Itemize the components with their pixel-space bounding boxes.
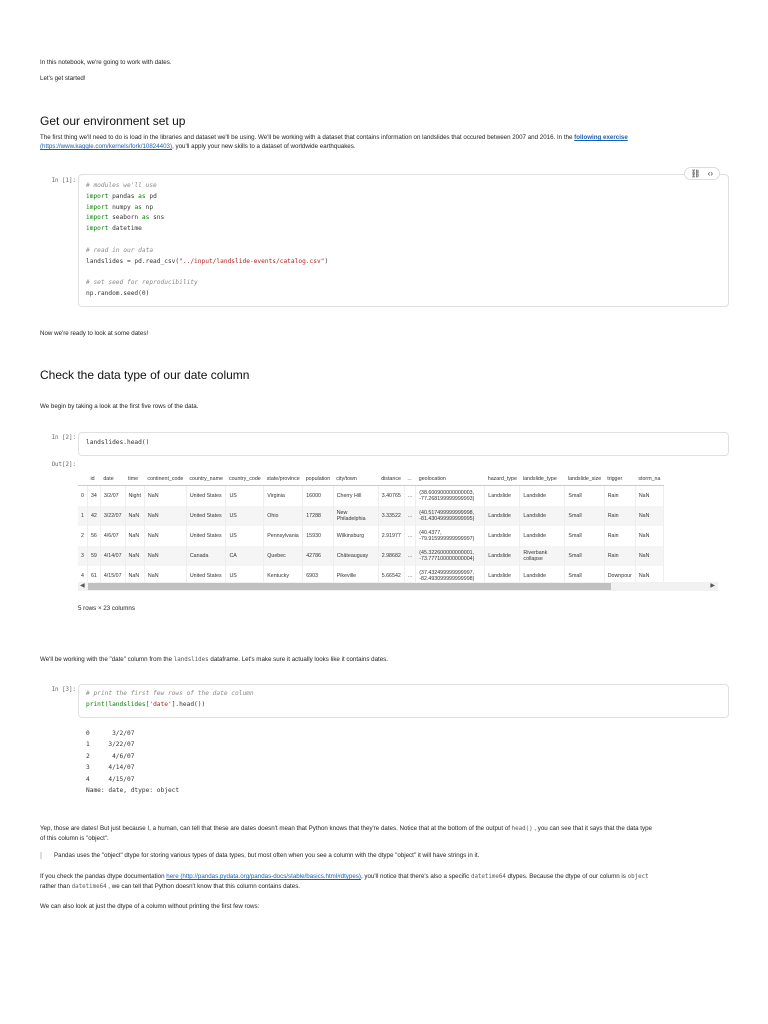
dataframe-output <box>78 472 718 592</box>
table-cell: 4 <box>78 566 87 586</box>
table-cell: 42786 <box>303 546 333 566</box>
dates-explanation <box>40 824 730 843</box>
code-text: np <box>141 203 154 211</box>
dataframe-table <box>78 472 664 586</box>
table-cell: Landslide <box>485 566 520 586</box>
table-cell: Canada <box>186 546 226 566</box>
table-header-cell: population <box>303 472 333 486</box>
table-cell: 1 <box>78 506 87 526</box>
table-cell: US <box>226 566 264 586</box>
table-header-cell: id <box>87 472 100 486</box>
table-row <box>78 506 663 526</box>
table-header-cell: distance <box>378 472 404 486</box>
table-cell: Small <box>565 506 604 526</box>
table-row <box>78 526 663 546</box>
table-cell: Kentucky <box>264 566 303 586</box>
table-cell: Landslide <box>485 506 520 526</box>
code-keyword: as <box>138 192 146 200</box>
table-cell: 3/22/07 <box>100 506 125 526</box>
table-cell: ... <box>404 506 415 526</box>
table-cell: (40.517499999999998, -81.430499999999995) <box>416 506 485 526</box>
table-cell: Rain <box>604 546 635 566</box>
code-text: pandas <box>108 192 139 200</box>
section-heading-datatype: Check the data type of our date column <box>40 368 250 382</box>
table-cell: US <box>226 526 264 546</box>
inline-code-datetime64: datetime64 <box>470 874 506 880</box>
table-cell: Rain <box>604 506 635 526</box>
table-header-cell: country_code <box>226 472 264 486</box>
table-cell: Rain <box>604 526 635 546</box>
dtype-text-a: If you check the pandas dtype documentation <box>40 873 167 880</box>
table-header-cell: trigger <box>604 472 635 486</box>
table-cell: Pennsylvania <box>264 526 303 546</box>
table-cell: 6903 <box>303 566 333 586</box>
table-cell: NaN <box>144 566 186 586</box>
dtype-text-c: dtypes. Because the dtype of our column is <box>505 873 628 880</box>
table-cell: 4/15/07 <box>100 566 125 586</box>
table-cell: (40.4377, -79.915999999999997) <box>416 526 485 546</box>
cell-2-prompt: In [2]: <box>51 435 76 441</box>
table-cell: 4/6/07 <box>100 526 125 546</box>
code-cell-2[interactable] <box>78 432 729 456</box>
cell-toolbar <box>684 167 720 180</box>
table-cell: ... <box>404 486 415 507</box>
table-cell: Landslide <box>520 526 565 546</box>
table-cell: US <box>226 506 264 526</box>
code-keyword: as <box>141 214 150 222</box>
table-header-cell: landslide_type <box>520 472 565 486</box>
table-cell: 16000 <box>303 486 333 507</box>
table-cell: US <box>226 486 264 507</box>
code-text: seaborn <box>108 214 142 222</box>
table-header-cell: landslide_size <box>565 472 604 486</box>
table-cell: United States <box>186 506 226 526</box>
table-row <box>78 486 663 507</box>
table-header-cell: hazard_type <box>485 472 520 486</box>
table-cell: New Philadelphia <box>333 506 378 526</box>
code-keyword: import <box>86 225 109 233</box>
horizontal-scrollbar[interactable] <box>78 582 718 591</box>
table-cell: Virginia <box>264 486 303 507</box>
table-cell: 4/14/07 <box>100 546 125 566</box>
code-text: np.random.seed(0) <box>86 289 150 297</box>
table-cell: NaN <box>635 486 663 507</box>
ready-text: Now we're ready to look at some dates! <box>40 330 149 337</box>
table-cell: Quebec <box>264 546 303 566</box>
code-text: pd <box>145 192 157 200</box>
table-cell: United States <box>186 486 226 507</box>
inline-code-head: head() <box>511 826 533 832</box>
code-icon[interactable]: ‹› <box>707 169 713 178</box>
table-cell: Landslide <box>485 526 520 546</box>
scrollbar-thumb[interactable] <box>88 583 611 590</box>
dtype-text-b: , you'll notice that there's also a specific <box>360 873 471 880</box>
date-text-a: We'll be working with the "date" column from the <box>40 656 174 663</box>
setup-text-a: The first thing we'll need to do is load in the libraries and dataset we'll be using. We'll be working with a dataset that contains information on landslides that occured between 2007 and 2016. In the <box>40 134 575 141</box>
table-cell: 3.40765 <box>378 486 404 507</box>
yep-text-b: , you can see that it says that the data type <box>532 825 652 832</box>
table-summary: 5 rows × 23 columns <box>78 605 135 612</box>
table-cell: Pikeville <box>333 566 378 586</box>
table-cell: 56 <box>87 526 100 546</box>
code-cell-1[interactable] <box>78 169 729 307</box>
table-cell: Wilkinsburg <box>333 526 378 546</box>
table-cell: Châteauguay <box>333 546 378 566</box>
table-header-cell: ... <box>404 472 415 486</box>
table-header-row <box>78 472 663 486</box>
cell-3-output: 0 3/2/07 1 3/22/07 2 4/6/07 3 4/14/07 4 4/15/07 Name: date, dtype: object <box>86 730 180 795</box>
table-header-cell <box>78 472 87 486</box>
table-cell: Landslide <box>485 486 520 507</box>
table-cell: 42 <box>87 506 100 526</box>
table-cell: Small <box>565 546 604 566</box>
dtype-text-d: rather than <box>40 883 72 890</box>
cell-1-prompt: In [1]: <box>51 178 76 184</box>
code-text: print(landslides[ <box>86 700 150 708</box>
link-icon[interactable]: ⛓ <box>690 169 701 178</box>
table-cell: (37.432499999999997, -82.493099999999998) <box>416 566 485 586</box>
table-cell: 59 <box>87 546 100 566</box>
yep-text-c: of this column is "object". <box>40 835 109 842</box>
table-cell: 61 <box>87 566 100 586</box>
table-cell: NaN <box>144 526 186 546</box>
code-text: numpy <box>108 203 135 211</box>
code-text: ].head()) <box>171 700 206 708</box>
code-comment: # print the first few rows of the date column <box>86 690 254 697</box>
code-block-3 <box>79 685 728 717</box>
table-cell: 17288 <box>303 506 333 526</box>
code-string: "../input/landslide-events/catalog.csv" <box>179 257 325 265</box>
final-text: We can also look at just the dtype of a column without printing the first few rows: <box>40 903 260 910</box>
table-cell: Landslide <box>520 566 565 586</box>
code-keyword: import <box>86 214 109 222</box>
table-cell: Small <box>565 566 604 586</box>
code-block-1 <box>79 175 728 306</box>
section-heading-setup: Get our environment set up <box>40 114 186 128</box>
table-cell: Riverbank collapse <box>520 546 565 566</box>
table-cell: 2 <box>78 526 87 546</box>
inline-code-datetime64: datetime64 <box>71 884 107 890</box>
table-cell: United States <box>186 526 226 546</box>
object-dtype-quote: Pandas uses the "object" dtype for storing various types of data types, but most often when you see a column with the dtype "object" it will have strings in it. <box>40 852 479 859</box>
dtype-text-e: , we can tell that Python doesn't know that this column contains dates. <box>106 883 301 890</box>
table-cell: Downpour <box>604 566 635 586</box>
table-cell: 2.98682 <box>378 546 404 566</box>
table-header-cell: time <box>125 472 144 486</box>
code-text: ) <box>324 257 329 265</box>
following-exercise-link[interactable]: following exercise <box>574 134 628 141</box>
inline-code-landslides: landslides <box>173 657 209 663</box>
table-header-cell: country_name <box>186 472 226 486</box>
first-rows-text: We begin by taking a look at the first five rows of the data. <box>40 403 199 410</box>
table-cell: NaN <box>635 526 663 546</box>
table-cell: NaN <box>125 526 144 546</box>
date-text-b: dataframe. Let's make sure it actually looks like it contains dates. <box>210 656 389 663</box>
table-header-cell: geolocation <box>416 472 485 486</box>
table-cell: Landslide <box>520 506 565 526</box>
code-text: datetime <box>108 225 142 233</box>
table-cell: 2.91977 <box>378 526 404 546</box>
cell-3-prompt: In [3]: <box>51 687 76 693</box>
code-keyword: as <box>134 203 142 211</box>
table-header-cell: date <box>100 472 125 486</box>
table-cell: 3 <box>78 546 87 566</box>
table-cell: 15930 <box>303 526 333 546</box>
code-comment: # set seed for reproducibility <box>86 279 198 287</box>
table-cell: CA <box>226 546 264 566</box>
table-cell: 5.66542 <box>378 566 404 586</box>
inline-code-object: object <box>627 874 649 880</box>
code-block-2: landslides.head() <box>86 439 150 446</box>
code-keyword: import <box>86 203 109 211</box>
code-comment: # modules we'll use <box>86 182 157 189</box>
table-cell: ... <box>404 526 415 546</box>
table-cell: United States <box>186 566 226 586</box>
table-row <box>78 546 663 566</box>
code-text: sns <box>149 214 165 222</box>
code-cell-3[interactable] <box>78 684 729 718</box>
scroll-right-icon[interactable]: ▶ <box>710 583 715 589</box>
table-cell: NaN <box>635 566 663 586</box>
intro-text-1: In this notebook, we're going to work with dates. <box>40 59 172 66</box>
table-cell: NaN <box>125 506 144 526</box>
table-header-cell: state/province <box>264 472 303 486</box>
table-cell: (38.600900000000003, -77.268199999999993) <box>416 486 485 507</box>
table-header-cell: city/town <box>333 472 378 486</box>
table-cell: Small <box>565 526 604 546</box>
code-comment: # read in our data <box>86 246 154 254</box>
table-cell: Ohio <box>264 506 303 526</box>
table-header-cell: storm_na <box>635 472 663 486</box>
dtype-paragraph <box>40 872 730 892</box>
setup-paragraph <box>40 133 730 151</box>
table-cell: Rain <box>604 486 635 507</box>
table-cell: Small <box>565 486 604 507</box>
intro-text-2: Let's get started! <box>40 75 86 82</box>
table-cell: 0 <box>78 486 87 507</box>
pandas-docs-link[interactable]: here (http://pandas.pydata.org/pandas-docs/stable/basics.html#dtypes) <box>166 873 361 880</box>
table-cell: Cherry Hill <box>333 486 378 507</box>
table-cell: Landslide <box>520 486 565 507</box>
table-cell: ... <box>404 546 415 566</box>
table-cell: NaN <box>144 486 186 507</box>
scroll-left-icon[interactable]: ◀ <box>80 583 85 589</box>
table-cell: NaN <box>144 506 186 526</box>
out-2-prompt: Out[2]: <box>51 462 76 468</box>
kaggle-fork-link[interactable]: (https://www.kaggle.com/kernels/fork/10824403) <box>40 143 173 150</box>
table-cell: 3.33522 <box>378 506 404 526</box>
table-cell: ... <box>404 566 415 586</box>
table-cell: NaN <box>635 506 663 526</box>
setup-text-b: , you'll apply your new skills to a dataset of worldwide earthquakes. <box>172 143 356 150</box>
table-cell: Landslide <box>485 546 520 566</box>
code-keyword: import <box>86 192 109 200</box>
table-header-cell: continent_code <box>144 472 186 486</box>
code-text: landslides = pd.read_csv( <box>86 257 180 265</box>
date-column-paragraph <box>40 655 388 665</box>
table-cell: NaN <box>635 546 663 566</box>
table-cell: (45.322600000000001, -73.777100000000004) <box>416 546 485 566</box>
code-string: 'date' <box>149 700 172 708</box>
table-cell: 3/2/07 <box>100 486 125 507</box>
table-cell: 34 <box>87 486 100 507</box>
table-cell: Night <box>125 486 144 507</box>
yep-text-a: Yep, those are dates! But just because I, a human, can tell that these are dates doesn't mean that Python knows that they're dates. Notice that at the bottom of the output of <box>40 825 512 832</box>
table-cell: NaN <box>125 546 144 566</box>
table-cell: NaN <box>125 566 144 586</box>
table-cell: NaN <box>144 546 186 566</box>
